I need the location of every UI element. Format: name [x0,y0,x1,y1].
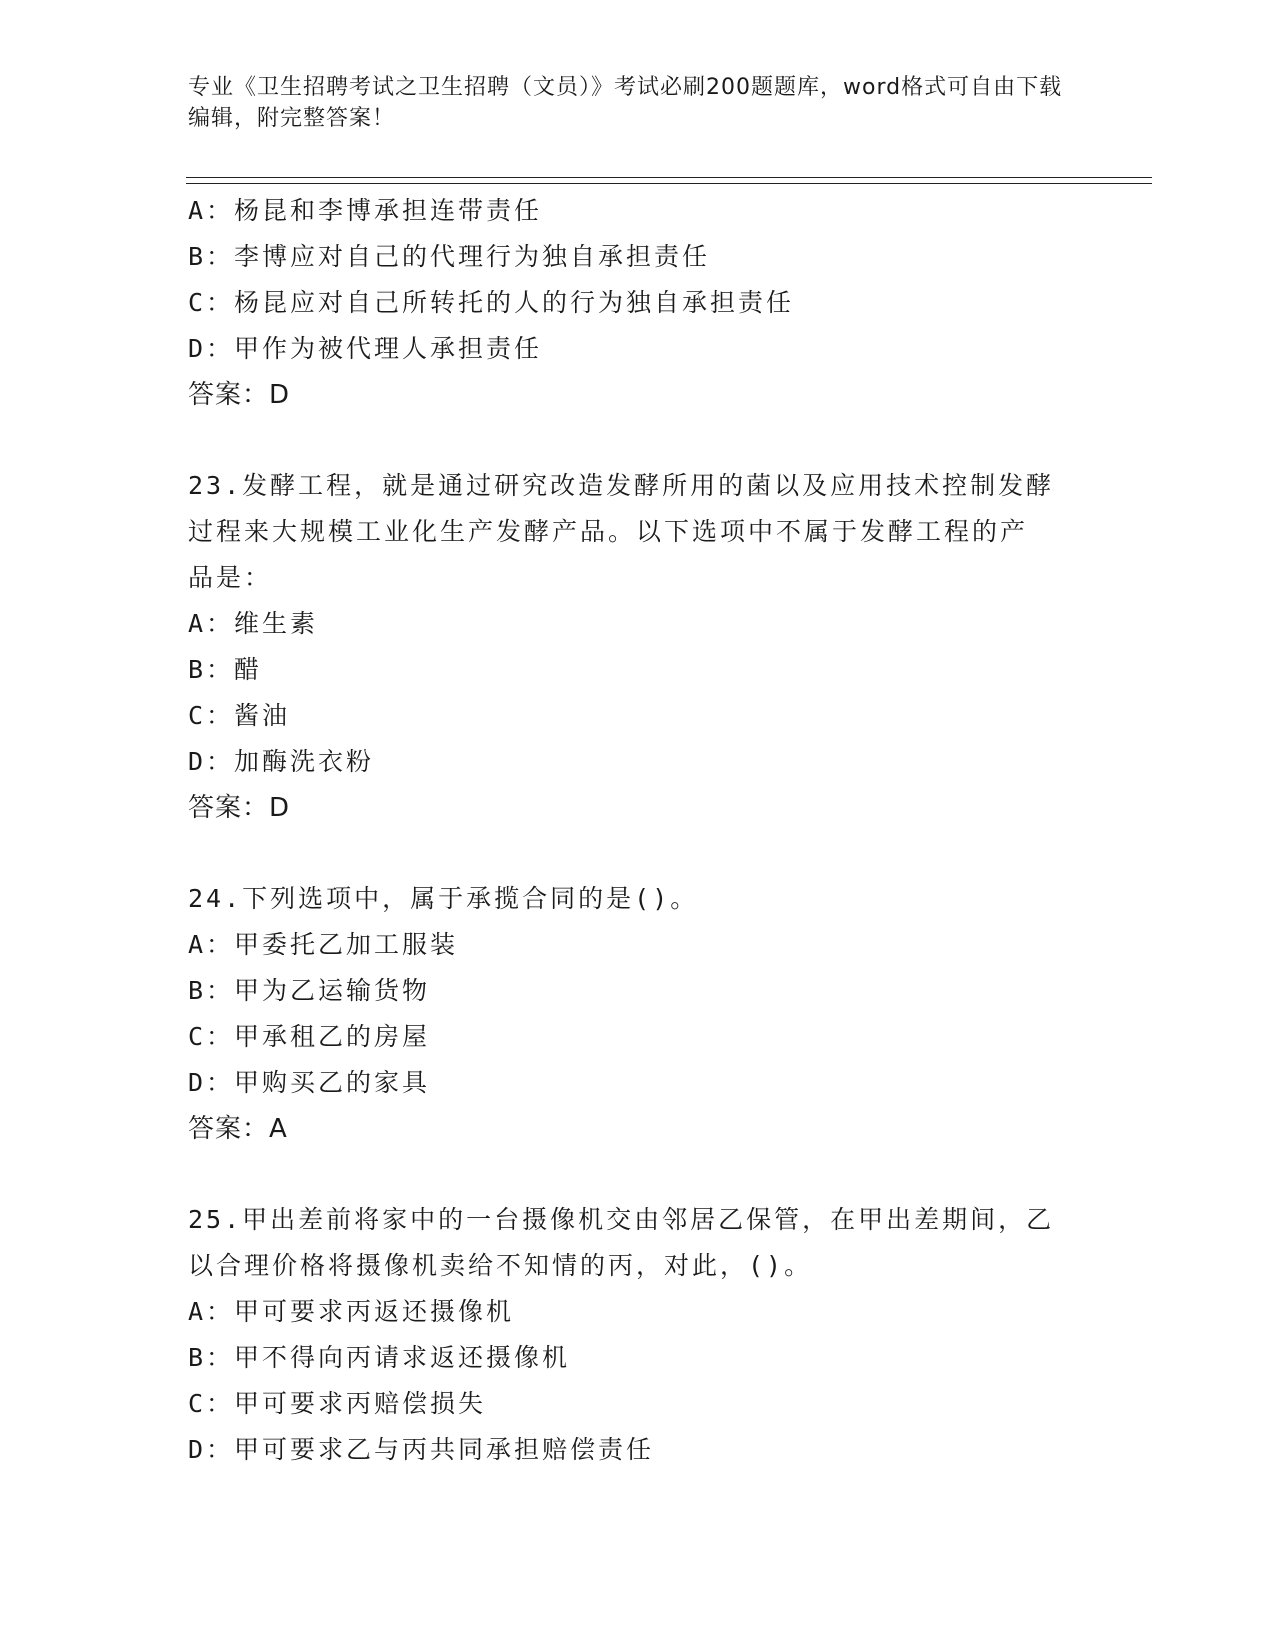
question-23 [188,463,1088,831]
question-25 [188,1197,1088,1473]
option-a: A：甲可要求丙返还摄像机 [188,1297,515,1326]
option-d: D：甲作为被代理人承担责任 [188,334,543,363]
question-text-line: 过程来大规模工业化生产发酵产品。以下选项中不属于发酵工程的产 [188,517,1029,546]
question-list [188,188,1088,1473]
spacer [188,418,1088,463]
option-d: D：加酶洗衣粉 [188,747,375,776]
option-b: B：醋 [188,655,263,684]
question-24 [188,876,1088,1152]
answer-line: 答案：A [188,1114,288,1144]
option-b: B：李博应对自己的代理行为独自承担责任 [188,242,711,271]
question-text-line: 25.甲出差前将家中的一台摄像机交由邻居乙保管，在甲出差期间，乙 [188,1205,1055,1234]
question-22-continued [188,188,1088,418]
answer-line: 答案：D [188,793,291,823]
option-d: D：甲可要求乙与丙共同承担赔偿责任 [188,1435,655,1464]
option-a: A：杨昆和李博承担连带责任 [188,196,543,225]
spacer [188,1152,1088,1197]
option-a: A：甲委托乙加工服装 [188,930,459,959]
option-c: C：杨昆应对自己所转托的人的行为独自承担责任 [188,288,795,317]
spacer [188,831,1088,876]
option-a: A：维生素 [188,609,319,638]
option-c: C：甲可要求丙赔偿损失 [188,1389,487,1418]
option-b: B：甲为乙运输货物 [188,976,431,1005]
answer-line: 答案：D [188,380,291,410]
header-divider-top [186,177,1152,178]
option-b: B：甲不得向丙请求返还摄像机 [188,1343,571,1372]
document-intro: 专业《卫生招聘考试之卫生招聘（文员）》考试必刷200题题库，word格式可自由下载编辑，附完整答案！ [188,75,1063,131]
option-c: C：酱油 [188,701,291,730]
question-text-line: 以合理价格将摄像机卖给不知情的丙，对此，()。 [188,1251,813,1280]
question-text-line: 品是： [188,563,273,592]
option-d: D：甲购买乙的家具 [188,1068,431,1097]
header-divider-bottom [186,183,1152,184]
question-text-line: 23.发酵工程，就是通过研究改造发酵所用的菌以及应用技术控制发酵 [188,471,1055,500]
option-c: C：甲承租乙的房屋 [188,1022,431,1051]
question-text-line: 24.下列选项中，属于承揽合同的是()。 [188,884,699,913]
